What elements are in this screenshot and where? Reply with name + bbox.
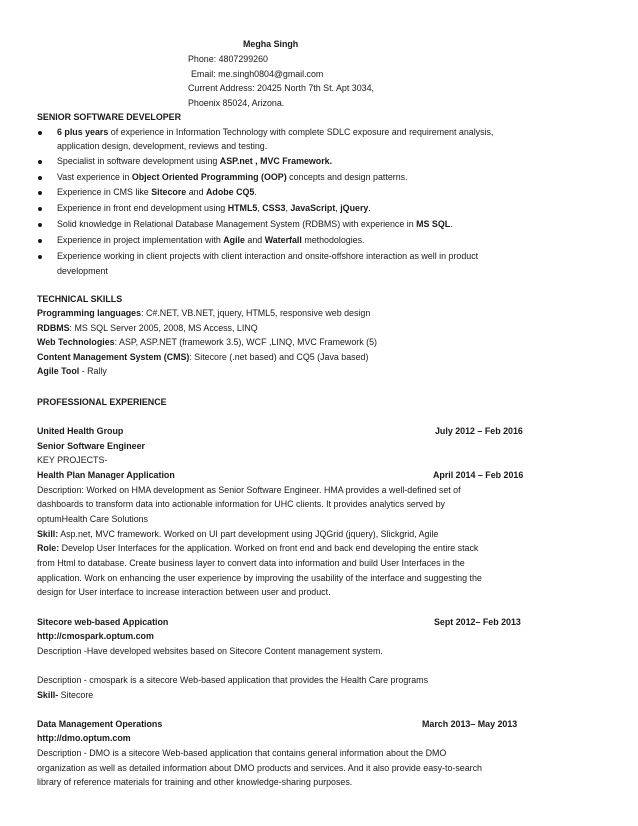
experience-title: PROFESSIONAL EXPERIENCE — [37, 397, 167, 407]
skill-row: Programming languages: C#.NET, VB.NET, jquery, HTML5, responsive web design — [37, 308, 371, 318]
project-2-desc: Description -Have developed websites based on Sitecore Content management system. — [37, 646, 383, 656]
summary-bullet-8: Experience working in client projects with client interaction and onsite-offshore interaction as well in product — [57, 251, 479, 261]
summary-bullet-6: Solid knowledge in Relational Database Management System (RDBMS) with experience in MS SQL. — [57, 219, 453, 229]
project-2-skill: Skill- Sitecore — [37, 690, 94, 700]
project-1-role: from Html to database. Create business layer to convert data into information and build User Interfaces in the — [37, 558, 465, 568]
skill-row: RDBMS: MS SQL Server 2005, 2008, MS Access, LINQ — [37, 323, 258, 333]
project-3-desc: Description - DMO is a sitecore Web-based application that contains general information about the DMO — [37, 748, 447, 758]
bullet-icon — [38, 176, 42, 180]
candidate-name: Megha Singh — [243, 39, 299, 49]
project-1-dates: April 2014 – Feb 2016 — [433, 470, 524, 480]
bullet-icon — [38, 131, 42, 135]
project-2-desc: Description - cmospark is a sitecore Web-based application that provides the Health Care programs — [37, 675, 429, 685]
project-3-desc: organization as well as detailed information about DMO products and services. And it also provide easy-to-search — [37, 763, 482, 773]
bullet-icon — [38, 239, 42, 243]
skills-title: TECHNICAL SKILLS — [37, 294, 123, 304]
project-1-desc: Description: Worked on HMA development as Senior Software Engineer. HMA provides a well-defined set of — [37, 485, 461, 495]
address: Current Address: 20425 North 7th St. Apt 3034, — [188, 83, 374, 93]
project-1-skill: Skill: Asp.net, MVC framework. Worked on UI part development using JQGrid (jquery), Slickgrid, Agile — [37, 529, 439, 539]
phone: Phone: 4807299260 — [188, 54, 268, 64]
project-1-role: application. Work on enhancing the user experience by improving the usability of the interface and suggesting the — [37, 573, 482, 583]
skill-row: Content Management System (CMS): Sitecore (.net based) and CQ5 (Java based) — [37, 352, 369, 362]
summary-bullet-8-cont: development — [57, 266, 108, 276]
project-3-desc: library of reference materials for training and other knowledge-sharing purposes. — [37, 777, 353, 787]
job-role: Senior Software Engineer — [37, 441, 146, 451]
summary-bullet-5: Experience in front end development using HTML5, CSS3, JavaScript, jQuery. — [57, 203, 371, 213]
summary-bullet-7: Experience in project implementation with Agile and Waterfall methodologies. — [57, 235, 365, 245]
project-1-name: Health Plan Manager Application — [37, 470, 175, 480]
summary-bullet-1-cont: application design, development, reviews and testing. — [57, 141, 268, 151]
city: Phoenix 85024, Arizona. — [188, 98, 285, 108]
bullet-icon — [38, 223, 42, 227]
key-projects-label: KEY PROJECTS- — [37, 455, 108, 465]
skill-row: Agile Tool - Rally — [37, 366, 107, 376]
project-1-role: design for User interface to increase interaction between user and product. — [37, 587, 331, 597]
bullet-icon — [38, 207, 42, 211]
summary-title: SENIOR SOFTWARE DEVELOPER — [37, 112, 181, 122]
skill-row: Web Technologies: ASP, ASP.NET (framework 3.5), WCF ,LINQ, MVC Framework (5) — [37, 337, 377, 347]
bullet-icon — [38, 160, 42, 164]
project-2-dates: Sept 2012– Feb 2013 — [434, 617, 521, 627]
project-2-url[interactable]: http://cmospark.optum.com — [37, 631, 154, 641]
project-1-role: Role: Develop User Interfaces for the application. Worked on front end and back end developing the entire stack — [37, 543, 479, 553]
bullet-icon — [38, 191, 42, 195]
bullet-icon — [38, 255, 42, 259]
email: Email: me.singh0804@gmail.com — [191, 69, 324, 79]
project-2-name: Sitecore web-based Appication — [37, 617, 169, 627]
company-dates: July 2012 – Feb 2016 — [435, 426, 523, 436]
project-1-desc: optumHealth Care Solutions — [37, 514, 148, 524]
project-3-name: Data Management Operations — [37, 719, 163, 729]
project-3-dates: March 2013– May 2013 — [422, 719, 518, 729]
project-1-desc: dashboards to transform data into actionable information for UHC clients. It provides analytics served by — [37, 499, 445, 509]
company-name: United Health Group — [37, 426, 124, 436]
project-3-url[interactable]: http://dmo.optum.com — [37, 733, 131, 743]
summary-bullet-3: Vast experience in Object Oriented Programming (OOP) concepts and design patterns. — [57, 172, 408, 182]
summary-bullet-2: Specialist in software development using ASP.net , MVC Framework. — [57, 156, 333, 166]
summary-bullet-4: Experience in CMS like Sitecore and Adobe CQ5. — [57, 187, 257, 197]
summary-bullet-1: 6 plus years of experience in Information Technology with complete SDLC exposure and requirement analysis, — [57, 127, 494, 137]
